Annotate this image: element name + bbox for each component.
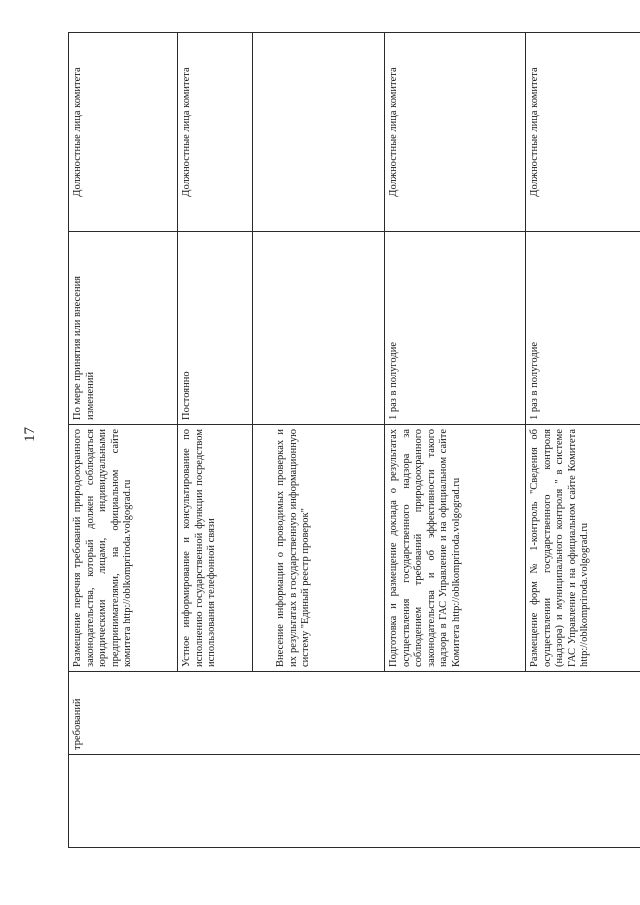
activity-cell: Подготовка и размещение доклада о результатах осуществления государственного надзора за соблюдением требований природоохранного законодательства и об эффективности такого надзора в ГАС Управление и на официальном сайте Комитета http://oblkompriroda.volgograd.ru xyxy=(385,425,526,672)
activity-cell: Внесение информации о проводимых проверках и их результатах в государственную информационную систему "Единый реестр проверок" xyxy=(253,425,385,672)
responsible-cell: Должностные лица комитета xyxy=(178,33,253,232)
table-row xyxy=(69,33,178,848)
responsible-cell: Должностные лица комитета xyxy=(69,33,178,232)
responsible-cell xyxy=(253,33,385,232)
period-cell xyxy=(253,232,385,425)
requirements-label: требований xyxy=(72,698,83,750)
period-cell: По мере принятия или внесения изменений xyxy=(69,232,178,425)
period-cell: Постоянно xyxy=(178,232,253,425)
activity-cell: Размещение форм № 1-контроль "Сведения об осуществлении государственного контроля (надзора) и муниципального контроля " в системе ГАС Управление и на официальном сайте Комитета http://oblkompriroda.volgograd.ru xyxy=(526,425,640,672)
requirements-label-cell xyxy=(69,672,640,755)
activity-cell: Устное информирование и консультирование по исполнению государственной функции посредством использования телефонной связи xyxy=(178,425,253,672)
responsible-cell: Должностные лица комитета xyxy=(526,33,640,232)
responsible-cell: Должностные лица комитета xyxy=(385,33,526,232)
page-number: 17 xyxy=(22,427,38,442)
activity-cell: Размещение перечня требований природоохранного законодательства, который должен соблюдаться юридическими лицами, индивидуальными предпринимателями, на официальном сайте комитета http://oblkompriroda.volgograd.ru xyxy=(69,425,178,672)
plan-table xyxy=(68,32,640,848)
period-cell: 1 раз в полугодие xyxy=(526,232,640,425)
table-cell-empty xyxy=(69,755,640,848)
rotated-table-container xyxy=(68,67,628,848)
period-cell: 1 раз в полугодие xyxy=(385,232,526,425)
